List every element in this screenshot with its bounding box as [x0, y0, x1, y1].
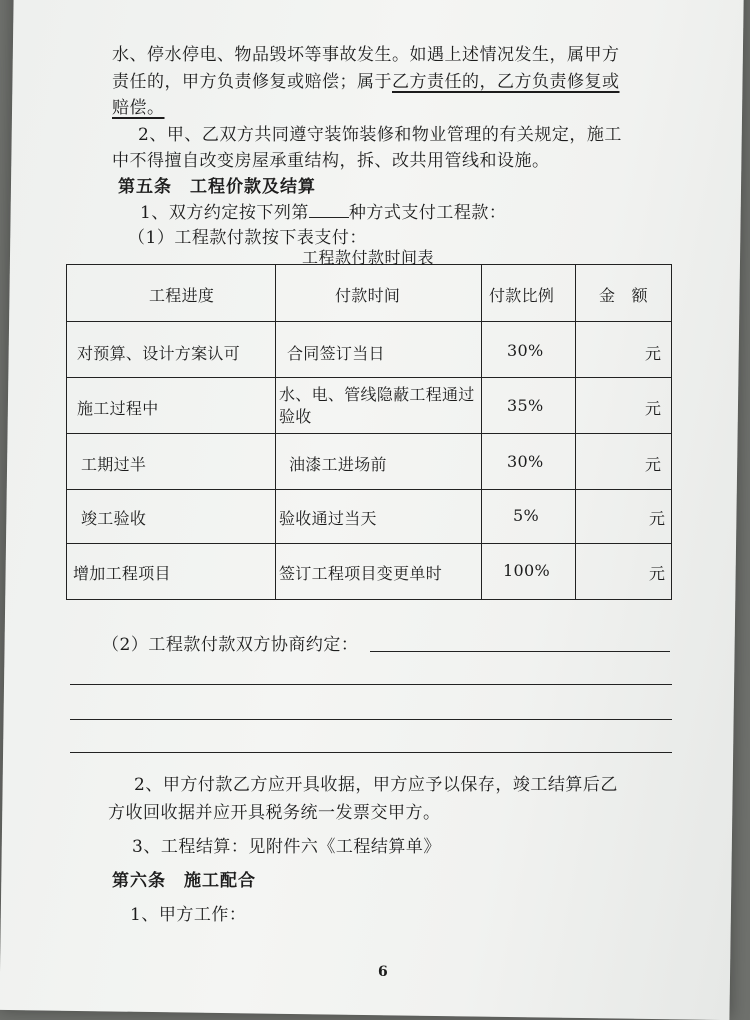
table-header: 金 额: [599, 286, 648, 305]
text-line: [112, 67, 620, 92]
text-line: 2、甲、乙双方共同遵守装饰装修和物业管理的有关规定，施工: [138, 125, 622, 145]
text-line: [112, 93, 165, 118]
table-cell-unit: 元: [645, 344, 662, 363]
table-cell-unit: 元: [649, 509, 666, 528]
table-cell-time: 合同签订当日: [287, 344, 385, 363]
blank-field: [309, 203, 349, 218]
table-row-divider: [67, 433, 671, 434]
table-header: 付款比例: [489, 286, 555, 305]
table-row-divider: [67, 489, 671, 490]
page-number: 6: [378, 964, 388, 980]
text-line: （2）工程款付款双方协商约定：: [102, 635, 359, 655]
table-cell-stage: 工期过半: [81, 455, 147, 474]
table-row-divider: [67, 321, 671, 322]
text-span: 1、双方约定按下列第: [140, 203, 309, 223]
table-cell-ratio: 30%: [507, 341, 544, 360]
table-header: 工程进度: [149, 286, 215, 305]
table-title: 工程款付款时间表: [302, 248, 435, 267]
table-col-divider: [481, 265, 482, 599]
section-heading: 第六条 施工配合: [112, 871, 256, 891]
table-row-divider: [67, 377, 671, 378]
text-line: 1、甲方工作：: [130, 905, 247, 925]
table-cell-unit: 元: [649, 564, 666, 583]
handwritten-underline-text: 赔偿。: [112, 98, 165, 118]
table-cell-stage: 增加工程项目: [73, 564, 171, 583]
text-line: （1）工程款付款按下表支付：: [128, 228, 367, 248]
table-cell-ratio: 100%: [503, 561, 550, 580]
table-cell-unit: 元: [645, 399, 662, 418]
table-cell-time: 验收通过当天: [279, 509, 377, 528]
table-col-divider: [275, 265, 276, 599]
fill-line: [70, 684, 672, 685]
table-cell-stage: 施工过程中: [77, 399, 159, 418]
section-heading: 第五条 工程价款及结算: [118, 177, 316, 197]
text-span: 种方式支付工程款：: [348, 203, 507, 223]
table-col-divider: [575, 265, 576, 599]
table-cell-ratio: 5%: [513, 506, 539, 525]
table-cell-time: 水、电、管线隐蔽工程通过验收: [279, 385, 475, 426]
text-line: 中不得擅自改变房屋承重结构，拆、改共用管线和设施。: [112, 151, 550, 171]
payment-schedule-table: [66, 264, 672, 600]
text-line: 3、工程结算：见附件六《工程结算单》: [132, 837, 441, 857]
fill-line: [70, 752, 672, 753]
text-line: 方收回收据并应开具税务统一发票交甲方。: [108, 803, 441, 823]
text-line: [140, 198, 506, 223]
table-cell-time: 签订工程项目变更单时: [279, 564, 443, 583]
text-span: 责任的，甲方负责修复或赔偿；属于: [112, 72, 392, 92]
table-cell-stage: 竣工验收: [81, 509, 147, 528]
table-row-divider: [67, 543, 671, 544]
text-line: 水、停水停电、物品毁坏等事故发生。如遇上述情况发生，属甲方: [112, 45, 620, 65]
table-cell-unit: 元: [645, 455, 662, 474]
table-cell-stage: 对预算、设计方案认可: [77, 344, 241, 363]
table-cell-time: 油漆工进场前: [289, 455, 387, 474]
table-cell-ratio: 35%: [507, 396, 544, 415]
fill-line: [370, 651, 670, 652]
handwritten-underline-text: 乙方责任的，乙方负责修复或: [392, 72, 620, 92]
table-header: 付款时间: [335, 286, 401, 305]
text-line: 2、甲方付款乙方应开具收据，甲方应予以保存，竣工结算后乙: [134, 775, 618, 795]
fill-line: [70, 719, 672, 720]
table-cell-ratio: 30%: [507, 452, 544, 471]
